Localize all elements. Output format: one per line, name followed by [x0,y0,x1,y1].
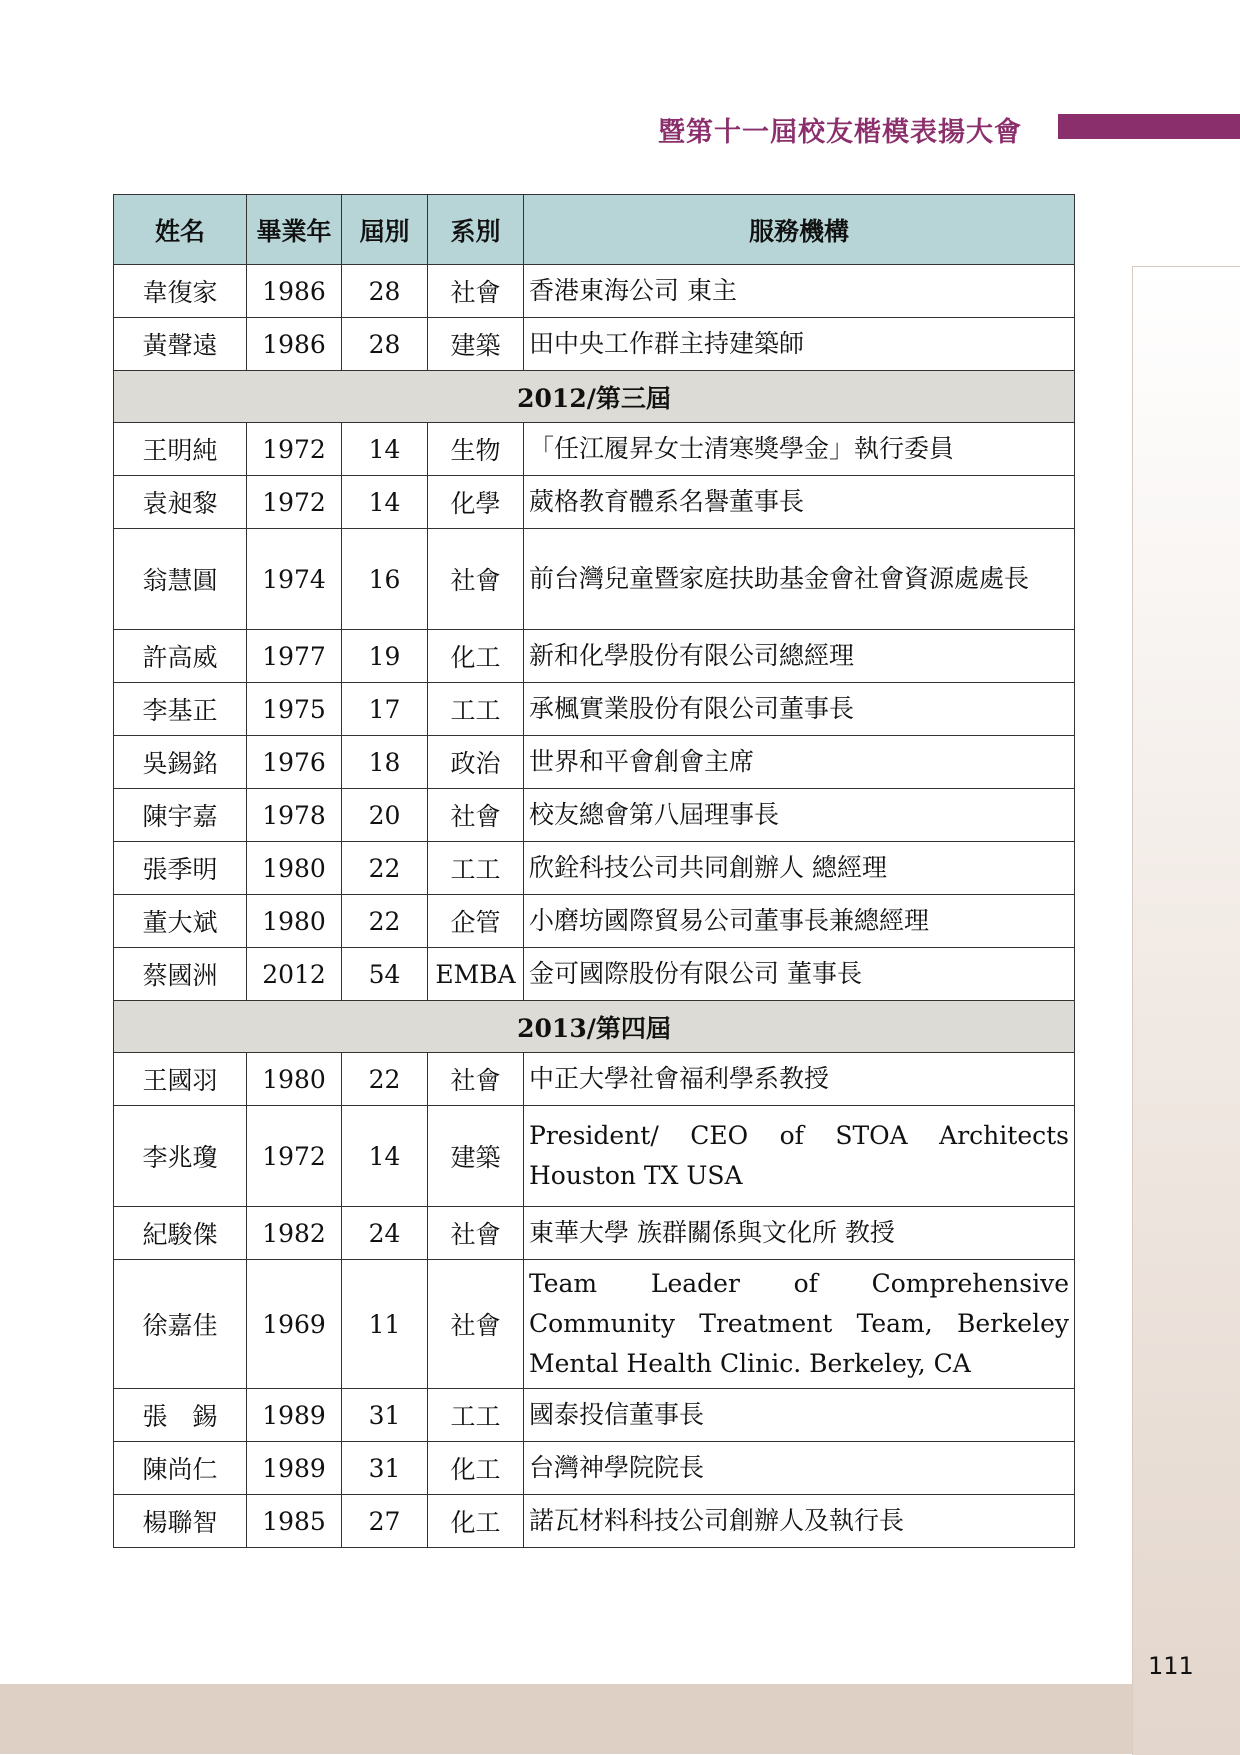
cell-session: 24 [342,1207,428,1260]
cell-name: 陳宇嘉 [114,789,247,842]
cell-name: 王明純 [114,423,247,476]
cell-year: 1972 [247,1106,342,1207]
table-row [114,423,1075,476]
cell-name: 蔡國洲 [114,948,247,1001]
cell-session: 18 [342,736,428,789]
cell-year: 1982 [247,1207,342,1260]
cell-org: 前台灣兒童暨家庭扶助基金會社會資源處處長 [524,529,1075,630]
cell-name: 陳尚仁 [114,1442,247,1495]
cell-dept: 社會 [428,1053,524,1106]
cell-name: 紀駿傑 [114,1207,247,1260]
column-header-name: 姓名 [114,195,247,265]
cell-year: 1989 [247,1389,342,1442]
cell-name: 楊聯智 [114,1495,247,1548]
table-row [114,265,1075,318]
cell-dept: 建築 [428,1106,524,1207]
cell-year: 1969 [247,1260,342,1389]
cell-session: 22 [342,842,428,895]
cell-org: 台灣神學院院長 [524,1442,1075,1495]
cell-dept: 化學 [428,476,524,529]
table-header-row [114,195,1075,265]
table-row [114,789,1075,842]
cell-org: 校友總會第八屆理事長 [524,789,1075,842]
cell-org: 國泰投信董事長 [524,1389,1075,1442]
cell-org: 東華大學 族群關係與文化所 教授 [524,1207,1075,1260]
right-side-panel [1132,266,1240,1755]
table-row [114,529,1075,630]
cell-dept: 社會 [428,1260,524,1389]
cell-year: 1986 [247,265,342,318]
table-row [114,630,1075,683]
cell-dept: 政治 [428,736,524,789]
cell-name: 董大斌 [114,895,247,948]
cell-name: 韋復家 [114,265,247,318]
cell-name: 張 錫 [114,1389,247,1442]
cell-session: 22 [342,895,428,948]
cell-year: 2012 [247,948,342,1001]
cell-org: 中正大學社會福利學系教授 [524,1053,1075,1106]
cell-dept: 社會 [428,1207,524,1260]
cell-name: 李兆瓊 [114,1106,247,1207]
header-accent-bar [1058,114,1240,139]
alumni-table [113,194,1075,1548]
cell-session: 14 [342,476,428,529]
cell-dept: 工工 [428,1389,524,1442]
cell-session: 28 [342,318,428,371]
cell-year: 1989 [247,1442,342,1495]
cell-org: 小磨坊國際貿易公司董事長兼總經理 [524,895,1075,948]
table-row [114,842,1075,895]
column-header-org: 服務機構 [524,195,1075,265]
cell-org: 香港東海公司 東主 [524,265,1075,318]
cell-year: 1972 [247,423,342,476]
cell-org: 「任江履昇女士清寒獎學金」執行委員 [524,423,1075,476]
table-row [114,1053,1075,1106]
cell-org: Team Leader of Comprehensive Community Treatment Team, Berkeley Mental Health Clinic. Berkeley, CA [524,1260,1075,1389]
cell-dept: 化工 [428,630,524,683]
section-row [114,1001,1075,1053]
cell-dept: 化工 [428,1495,524,1548]
cell-dept: 生物 [428,423,524,476]
cell-session: 19 [342,630,428,683]
cell-session: 22 [342,1053,428,1106]
cell-session: 20 [342,789,428,842]
cell-org: 新和化學股份有限公司總經理 [524,630,1075,683]
cell-name: 李基正 [114,683,247,736]
cell-dept: EMBA [428,948,524,1001]
cell-session: 16 [342,529,428,630]
cell-session: 28 [342,265,428,318]
cell-name: 王國羽 [114,1053,247,1106]
cell-name: 徐嘉佳 [114,1260,247,1389]
cell-name: 袁昶黎 [114,476,247,529]
cell-year: 1974 [247,529,342,630]
cell-dept: 化工 [428,1442,524,1495]
cell-org: 欣銓科技公司共同創辦人 總經理 [524,842,1075,895]
table-row [114,1207,1075,1260]
table-row [114,1442,1075,1495]
cell-org: 田中央工作群主持建築師 [524,318,1075,371]
cell-year: 1980 [247,1053,342,1106]
cell-dept: 社會 [428,789,524,842]
section-row [114,371,1075,423]
cell-org: President/ CEO of STOA Architects Houston TX USA [524,1106,1075,1207]
page-header-title: 暨第十一屆校友楷模表揚大會 [658,117,1022,148]
bottom-band [0,1684,1240,1754]
cell-dept: 企管 [428,895,524,948]
cell-dept: 社會 [428,265,524,318]
table-row [114,476,1075,529]
cell-year: 1980 [247,895,342,948]
cell-dept: 工工 [428,683,524,736]
cell-year: 1980 [247,842,342,895]
cell-org: 諾瓦材料科技公司創辦人及執行長 [524,1495,1075,1548]
cell-dept: 建築 [428,318,524,371]
cell-year: 1986 [247,318,342,371]
table-row [114,1389,1075,1442]
cell-name: 許高威 [114,630,247,683]
cell-year: 1977 [247,630,342,683]
cell-session: 31 [342,1389,428,1442]
cell-org: 承楓實業股份有限公司董事長 [524,683,1075,736]
cell-org: 葳格教育體系名譽董事長 [524,476,1075,529]
cell-name: 張季明 [114,842,247,895]
cell-session: 17 [342,683,428,736]
cell-session: 14 [342,423,428,476]
table-row [114,1495,1075,1548]
cell-org: 金可國際股份有限公司 董事長 [524,948,1075,1001]
table-row [114,1106,1075,1207]
section-label: 2013/第四屆 [114,1001,1075,1053]
cell-year: 1978 [247,789,342,842]
table-row [114,1260,1075,1389]
cell-session: 11 [342,1260,428,1389]
cell-name: 黃聲遠 [114,318,247,371]
cell-year: 1976 [247,736,342,789]
cell-name: 吳錫銘 [114,736,247,789]
table-row [114,948,1075,1001]
cell-year: 1972 [247,476,342,529]
table-row [114,895,1075,948]
table-row [114,683,1075,736]
cell-session: 54 [342,948,428,1001]
cell-name: 翁慧圓 [114,529,247,630]
cell-session: 27 [342,1495,428,1548]
page-number: 111 [1148,1652,1194,1680]
column-header-year: 畢業年 [247,195,342,265]
cell-year: 1975 [247,683,342,736]
table-row [114,736,1075,789]
table-row [114,318,1075,371]
cell-org: 世界和平會創會主席 [524,736,1075,789]
cell-session: 14 [342,1106,428,1207]
cell-session: 31 [342,1442,428,1495]
column-header-session: 屆別 [342,195,428,265]
cell-year: 1985 [247,1495,342,1548]
column-header-dept: 系別 [428,195,524,265]
section-label: 2012/第三屆 [114,371,1075,423]
cell-dept: 社會 [428,529,524,630]
cell-dept: 工工 [428,842,524,895]
